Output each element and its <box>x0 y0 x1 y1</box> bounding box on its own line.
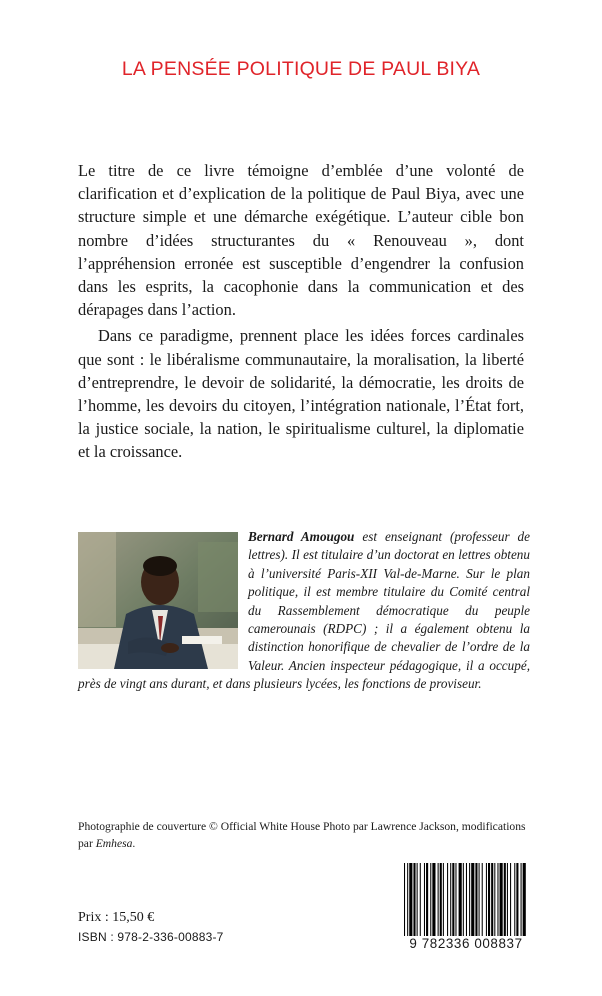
barcode-bar <box>521 863 522 937</box>
barcode-bar <box>486 863 487 937</box>
barcode-bar <box>516 863 518 937</box>
barcode-bar <box>463 863 464 937</box>
barcode-bar <box>466 863 467 937</box>
photo-credit-end: . <box>132 837 136 850</box>
barcode-bar <box>404 863 405 947</box>
barcode-bar <box>447 863 448 937</box>
isbn-label: ISBN : 978-2-336-00883-7 <box>78 930 224 944</box>
barcode-bar <box>491 863 493 937</box>
barcode-bar <box>523 863 526 947</box>
barcode-bar <box>409 863 412 937</box>
author-bio <box>78 528 530 694</box>
barcode-bar <box>440 863 442 937</box>
barcode-bar <box>459 863 462 937</box>
barcode-bar <box>507 863 508 937</box>
photo-credit-text: Photographie de couverture © Official White House Photo par Lawrence Jackson, modifications par <box>78 820 526 850</box>
photo-credit-emphasis: Emhesa <box>95 837 133 850</box>
blurb-paragraph-2: Dans ce paradigme, prennent place les idées forces cardinales que sont : le libéralisme communautaire, la moralisation, la liberté d’entreprendre, le devoir de solidarité, la démocratie, les droits de l’homme, les devoirs du citoyen, l’intégration nationale, l’État fort, la justice sociale, la nation, le spiritualisme culturel, la diplomatie et la croissance. <box>78 326 524 462</box>
barcode-bar <box>488 863 490 937</box>
barcode-bar <box>413 863 415 937</box>
barcode-bar <box>479 863 480 937</box>
photo-credit <box>78 818 528 852</box>
author-portrait-image <box>78 532 238 669</box>
barcode-digits: 9 782336 008837 <box>396 936 536 951</box>
barcode-bar <box>497 863 498 937</box>
barcode-bar <box>471 863 474 937</box>
barcode-bar <box>450 863 451 947</box>
barcode-bar <box>430 863 431 937</box>
barcode-bar <box>469 863 470 937</box>
barcode-bar <box>500 863 503 937</box>
barcode-bar <box>475 863 477 937</box>
barcode-bar <box>443 863 444 937</box>
barcode-bar <box>407 863 408 947</box>
barcode-bar <box>426 863 428 937</box>
barcode-bar <box>424 863 425 937</box>
blurb-paragraph-1: Le titre de ce livre témoigne d’emblée d’une volonté de clarification et d’explication de la politique de Paul Biya, avec une structure simple et une démarche exégétique. L’auteur cible bon nombre d’idées structurantes du « Renouveau », dont l’appréhension erronée est susceptible d’engendrer la confusion dans les esprits, la cacophonie dans la communication et des dérapages dans l’action. <box>78 161 524 320</box>
price-label: Prix : 15,50 € <box>78 910 155 925</box>
author-name: Bernard Amougou <box>248 529 355 544</box>
barcode-bar <box>438 863 439 937</box>
barcode-bar <box>504 863 506 937</box>
author-photo <box>78 532 238 669</box>
barcode-bar <box>482 863 483 937</box>
back-cover-title: LA PENSÉE POLITIQUE DE PAUL BIYA <box>121 58 481 80</box>
author-bio-text: est enseignant (professeur de lettres). Il est titulaire d’un doctorat en lettres obtenu à l’université Paris-XII Val-de-Marne. Sur le plan politique, il est membre titulaire du Comité central du Rassemblement démocratique du peuple camerounais (RDPC) ; il a également obtenu la distinction honorifique de chevalier de l’ordre de la Valeur. Ancien inspecteur pédagogique, il a occupé, près de vingt ans durant, et dans plusieurs lycées, les fonctions de proviseur. <box>78 529 530 692</box>
barcode-bar <box>455 863 456 937</box>
barcode-bar <box>432 863 435 937</box>
barcode-bar <box>452 863 454 947</box>
barcode-bar <box>420 863 421 937</box>
barcode-bar <box>417 863 418 937</box>
back-cover-blurb <box>78 159 524 464</box>
barcode-bar <box>514 863 515 937</box>
barcode-bar <box>494 863 495 937</box>
barcode-bar <box>510 863 511 937</box>
